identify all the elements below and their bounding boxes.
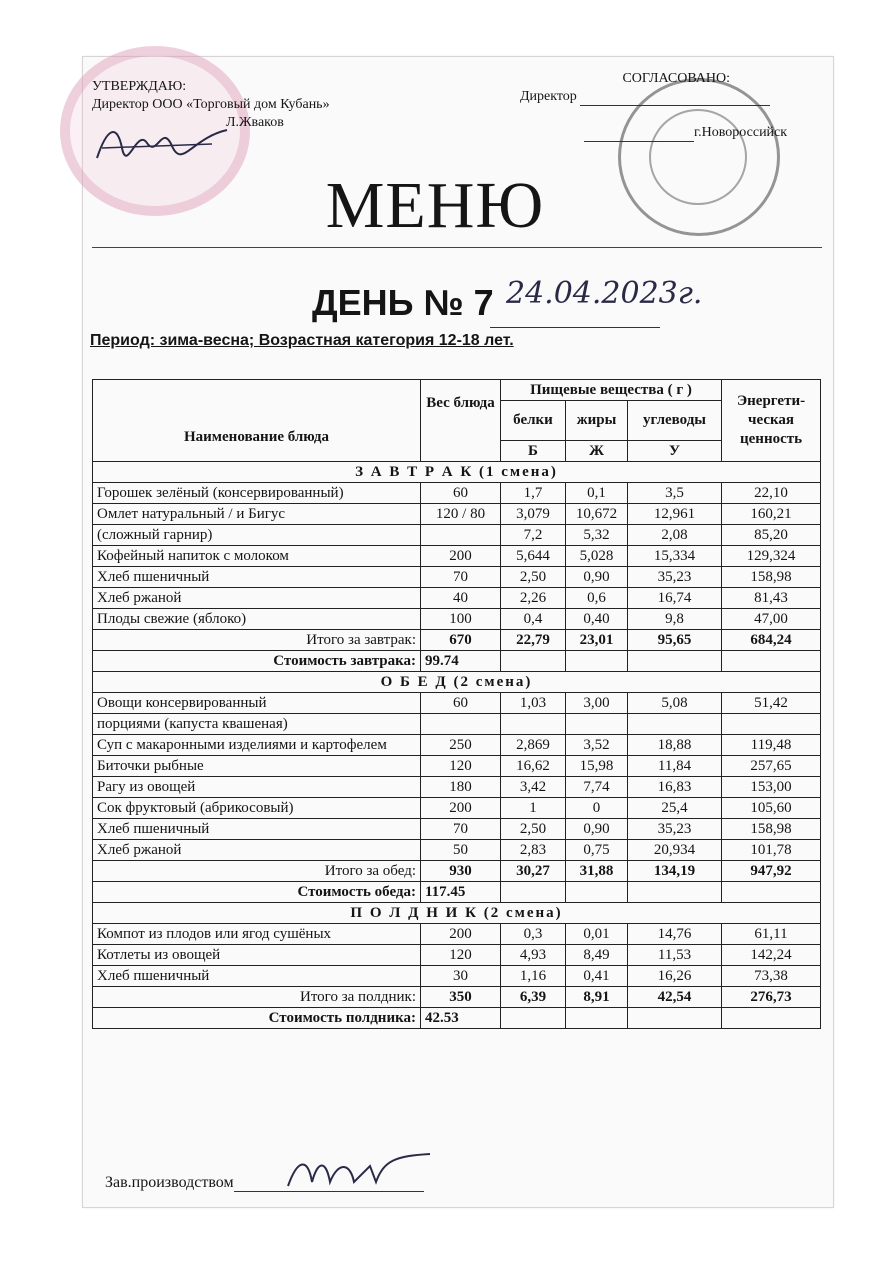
cost-label: Стоимость обеда:	[93, 882, 421, 903]
table-row	[93, 588, 821, 609]
empty-cell	[628, 882, 722, 903]
section-title-snack: П О Л Д Н И К (2 смена)	[93, 903, 821, 924]
agreement-title: СОГЛАСОВАНО:	[622, 71, 730, 86]
dish-energy: 153,00	[722, 777, 821, 798]
total-row-lunch	[93, 861, 821, 882]
dish-energy: 142,24	[722, 945, 821, 966]
total-value: 276,73	[722, 987, 821, 1008]
empty-cell	[501, 651, 566, 672]
dish-protein: 2,83	[501, 840, 566, 861]
dish-protein: 4,93	[501, 945, 566, 966]
dish-carbs: 35,23	[628, 567, 722, 588]
approval-title: УТВЕРЖДАЮ:	[92, 79, 187, 94]
dish-carbs: 15,334	[628, 546, 722, 567]
dish-name: Сок фруктовый (абрикосовый)	[93, 798, 421, 819]
dish-weight: 180	[421, 777, 501, 798]
dish-energy: 73,38	[722, 966, 821, 987]
dish-name: Хлеб пшеничный	[93, 567, 421, 588]
director-signature	[92, 118, 232, 166]
total-value: 30,27	[501, 861, 566, 882]
dish-energy: 85,20	[722, 525, 821, 546]
dish-weight: 200	[421, 798, 501, 819]
total-value: 31,88	[566, 861, 628, 882]
dish-weight: 120	[421, 945, 501, 966]
dish-name: Овощи консервированный	[93, 693, 421, 714]
table-row	[93, 924, 821, 945]
empty-cell	[501, 882, 566, 903]
empty-cell	[628, 1008, 722, 1029]
cost-row-lunch	[93, 882, 821, 903]
dish-protein	[501, 714, 566, 735]
col-header-weight: Вес блюда	[421, 380, 501, 462]
total-label: Итого за полдник:	[93, 987, 421, 1008]
empty-cell	[501, 1008, 566, 1029]
total-value: 23,01	[566, 630, 628, 651]
total-value: 134,19	[628, 861, 722, 882]
dish-protein: 2,26	[501, 588, 566, 609]
table-row	[93, 609, 821, 630]
cost-label: Стоимость полдника:	[93, 1008, 421, 1029]
director-name-line	[580, 93, 770, 106]
dish-carbs: 5,08	[628, 693, 722, 714]
dish-weight: 50	[421, 840, 501, 861]
page-title: МЕНЮ	[325, 169, 545, 242]
dish-fat: 5,32	[566, 525, 628, 546]
dish-protein: 1	[501, 798, 566, 819]
total-value: 684,24	[722, 630, 821, 651]
dish-weight	[421, 525, 501, 546]
dish-name: Суп с макаронными изделиями и картофелем	[93, 735, 421, 756]
total-row-snack	[93, 987, 821, 1008]
table-row	[93, 483, 821, 504]
dish-fat: 8,49	[566, 945, 628, 966]
total-value: 8,91	[566, 987, 628, 1008]
footer-label: Зав.производством	[105, 1174, 234, 1191]
dish-energy	[722, 714, 821, 735]
cost-value: 117.45	[421, 882, 501, 903]
dish-name: Биточки рыбные	[93, 756, 421, 777]
dish-weight: 100	[421, 609, 501, 630]
dish-protein: 0,4	[501, 609, 566, 630]
table-row	[93, 819, 821, 840]
dish-energy: 257,65	[722, 756, 821, 777]
total-value: 947,92	[722, 861, 821, 882]
approval-signer: Л.Жваков	[226, 115, 284, 130]
dish-weight: 70	[421, 819, 501, 840]
production-head-signature	[280, 1148, 440, 1198]
table-row	[93, 735, 821, 756]
day-date-underline	[490, 327, 660, 328]
dish-protein: 0,3	[501, 924, 566, 945]
col-header-name: Наименование блюда	[93, 380, 421, 462]
dish-fat: 0,41	[566, 966, 628, 987]
agreement-block	[520, 70, 820, 142]
dish-energy: 160,21	[722, 504, 821, 525]
title-divider	[92, 247, 822, 248]
cost-value: 99.74	[421, 651, 501, 672]
dish-protein: 3,079	[501, 504, 566, 525]
dish-protein: 1,03	[501, 693, 566, 714]
dish-energy: 101,78	[722, 840, 821, 861]
table-row	[93, 693, 821, 714]
dish-carbs: 35,23	[628, 819, 722, 840]
total-value: 95,65	[628, 630, 722, 651]
table-row	[93, 966, 821, 987]
total-value: 930	[421, 861, 501, 882]
section-title-lunch: О Б Е Д (2 смена)	[93, 672, 821, 693]
total-value: 6,39	[501, 987, 566, 1008]
dish-fat: 0,6	[566, 588, 628, 609]
total-value: 670	[421, 630, 501, 651]
dish-weight: 250	[421, 735, 501, 756]
dish-carbs: 11,53	[628, 945, 722, 966]
dish-protein: 2,50	[501, 567, 566, 588]
dish-name: Кофейный напиток с молоком	[93, 546, 421, 567]
day-date: 24.04.2023г.	[506, 276, 703, 311]
dish-weight: 200	[421, 924, 501, 945]
dish-name: порциями (капуста квашеная)	[93, 714, 421, 735]
empty-cell	[722, 1008, 821, 1029]
dish-name: Хлеб пшеничный	[93, 966, 421, 987]
total-row-breakfast	[93, 630, 821, 651]
dish-energy: 81,43	[722, 588, 821, 609]
dish-energy: 47,00	[722, 609, 821, 630]
dish-protein: 16,62	[501, 756, 566, 777]
table-row	[93, 777, 821, 798]
dish-carbs: 16,26	[628, 966, 722, 987]
dish-weight: 30	[421, 966, 501, 987]
dish-fat: 0,01	[566, 924, 628, 945]
dish-protein: 2,50	[501, 819, 566, 840]
dish-name: (сложный гарнир)	[93, 525, 421, 546]
dish-weight: 120	[421, 756, 501, 777]
agreement-director-label: Директор	[520, 89, 577, 104]
empty-cell	[566, 882, 628, 903]
dish-protein: 2,869	[501, 735, 566, 756]
dish-energy: 158,98	[722, 819, 821, 840]
col-header-protein: белки	[501, 401, 566, 441]
dish-protein: 1,16	[501, 966, 566, 987]
empty-cell	[628, 651, 722, 672]
total-label: Итого за обед:	[93, 861, 421, 882]
dish-weight: 60	[421, 693, 501, 714]
total-value: 22,79	[501, 630, 566, 651]
dish-weight	[421, 714, 501, 735]
dish-name: Омлет натуральный / и Бигус	[93, 504, 421, 525]
table-row	[93, 567, 821, 588]
total-value: 42,54	[628, 987, 722, 1008]
dish-fat: 3,00	[566, 693, 628, 714]
dish-fat: 15,98	[566, 756, 628, 777]
period-text: Период: зима-весна; Возрастная категория 12-18 лет.	[90, 332, 514, 349]
dish-fat	[566, 714, 628, 735]
dish-carbs: 9,8	[628, 609, 722, 630]
total-value: 350	[421, 987, 501, 1008]
cost-row-breakfast	[93, 651, 821, 672]
table-row	[93, 756, 821, 777]
dish-weight: 40	[421, 588, 501, 609]
section-row-breakfast	[93, 462, 821, 483]
period-line	[90, 332, 514, 350]
dish-carbs: 16,74	[628, 588, 722, 609]
col-header-fat: жиры	[566, 401, 628, 441]
dish-carbs: 14,76	[628, 924, 722, 945]
col-header-u: У	[628, 441, 722, 462]
dish-carbs: 20,934	[628, 840, 722, 861]
dish-energy: 61,11	[722, 924, 821, 945]
dish-carbs: 2,08	[628, 525, 722, 546]
dish-energy: 105,60	[722, 798, 821, 819]
dish-name: Плоды свежие (яблоко)	[93, 609, 421, 630]
menu-table	[92, 379, 821, 1029]
approval-position: Директор ООО «Торговый дом Кубань»	[92, 97, 330, 112]
cost-value: 42.53	[421, 1008, 501, 1029]
empty-cell	[722, 651, 821, 672]
dish-carbs: 11,84	[628, 756, 722, 777]
dish-fat: 7,74	[566, 777, 628, 798]
dish-carbs: 12,961	[628, 504, 722, 525]
day-number: ДЕНЬ № 7	[312, 282, 494, 323]
table-row	[93, 525, 821, 546]
table-row	[93, 714, 821, 735]
section-row-snack	[93, 903, 821, 924]
dish-name: Рагу из овощей	[93, 777, 421, 798]
dish-weight: 60	[421, 483, 501, 504]
dish-carbs: 18,88	[628, 735, 722, 756]
dish-name: Хлеб пшеничный	[93, 819, 421, 840]
dish-name: Компот из плодов или ягод сушёных	[93, 924, 421, 945]
dish-fat: 0,75	[566, 840, 628, 861]
dish-fat: 3,52	[566, 735, 628, 756]
dish-carbs: 16,83	[628, 777, 722, 798]
cost-row-snack	[93, 1008, 821, 1029]
col-header-zh: Ж	[566, 441, 628, 462]
dish-weight: 120 / 80	[421, 504, 501, 525]
dish-name: Хлеб ржаной	[93, 588, 421, 609]
dish-carbs: 25,4	[628, 798, 722, 819]
dish-fat: 0,40	[566, 609, 628, 630]
col-header-carbs: углеводы	[628, 401, 722, 441]
dish-name: Котлеты из овощей	[93, 945, 421, 966]
table-row	[93, 840, 821, 861]
dish-protein: 7,2	[501, 525, 566, 546]
dish-name: Хлеб ржаной	[93, 840, 421, 861]
dish-energy: 22,10	[722, 483, 821, 504]
dish-weight: 200	[421, 546, 501, 567]
section-row-lunch	[93, 672, 821, 693]
table-row	[93, 546, 821, 567]
dish-fat: 0	[566, 798, 628, 819]
empty-cell	[566, 651, 628, 672]
dish-fat: 0,90	[566, 819, 628, 840]
dish-protein: 1,7	[501, 483, 566, 504]
dish-energy: 51,42	[722, 693, 821, 714]
dish-carbs: 3,5	[628, 483, 722, 504]
table-row	[93, 798, 821, 819]
dish-fat: 10,672	[566, 504, 628, 525]
dish-energy: 129,324	[722, 546, 821, 567]
dish-protein: 3,42	[501, 777, 566, 798]
table-row	[93, 945, 821, 966]
city-line-blank	[584, 129, 694, 142]
dish-protein: 5,644	[501, 546, 566, 567]
empty-cell	[566, 1008, 628, 1029]
total-label: Итого за завтрак:	[93, 630, 421, 651]
dish-fat: 0,90	[566, 567, 628, 588]
col-header-nutrients: Пищевые вещества ( г )	[501, 380, 722, 401]
col-header-energy: Энергети-ческая ценность	[722, 380, 821, 462]
dish-weight: 70	[421, 567, 501, 588]
dish-energy: 119,48	[722, 735, 821, 756]
dish-fat: 5,028	[566, 546, 628, 567]
agreement-city: г.Новороссийск	[694, 125, 788, 140]
section-title-breakfast: З А В Т Р А К (1 смена)	[93, 462, 821, 483]
table-row	[93, 504, 821, 525]
empty-cell	[722, 882, 821, 903]
dish-name: Горошек зелёный (консервированный)	[93, 483, 421, 504]
dish-energy: 158,98	[722, 567, 821, 588]
col-header-b: Б	[501, 441, 566, 462]
dish-carbs	[628, 714, 722, 735]
cost-label: Стоимость завтрака:	[93, 651, 421, 672]
dish-fat: 0,1	[566, 483, 628, 504]
